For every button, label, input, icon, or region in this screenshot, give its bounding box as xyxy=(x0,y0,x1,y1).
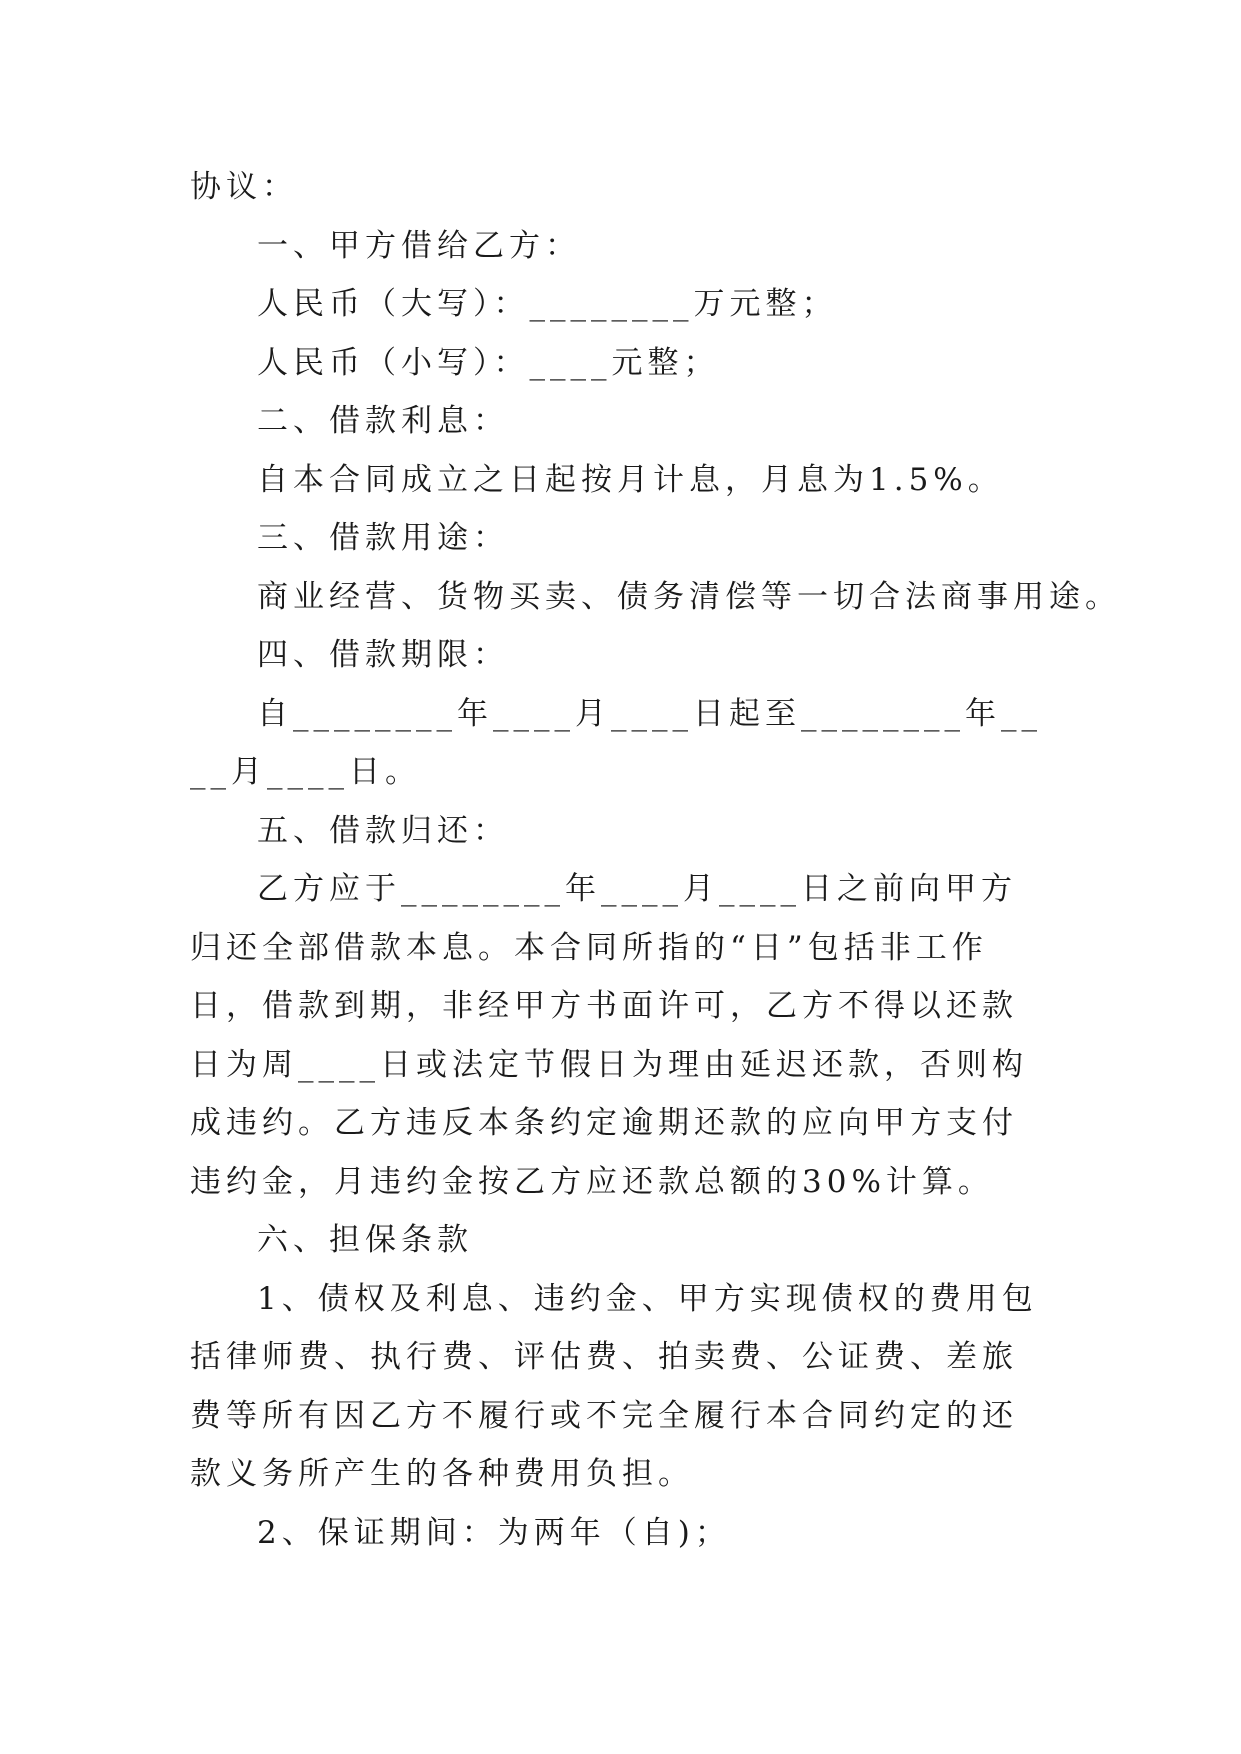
section-1-heading: 一、甲方借给乙方： xyxy=(257,227,581,264)
term-text: 自________年____月____日起至________年____月____日。 xyxy=(190,695,1042,790)
document-body xyxy=(190,158,1121,1562)
intro-line: 协议： xyxy=(190,169,298,205)
section-4-heading: 四、借款期限： xyxy=(257,637,509,673)
amount-upper-line: 人民币（大写）：________万元整； xyxy=(257,286,838,322)
guarantee-item-1: 1、债权及利息、违约金、甲方实现债权的费用包括律师费、执行费、评估费、拍卖费、公证费、差旅费等所有因乙方不履行或不完全履行本合同约定的还款义务所产生的各种费用负担。 xyxy=(190,1280,1038,1492)
interest-text: 自本合同成立之日起按月计息，月息为1.5%。 xyxy=(257,461,1004,498)
section-2-heading: 二、借款利息： xyxy=(257,403,509,439)
purpose-text: 商业经营、货物买卖、债务清偿等一切合法商事用途。 xyxy=(257,578,1121,615)
guarantee-item-2: 2、保证期间：为两年（自)； xyxy=(257,1514,731,1551)
repayment-text: 乙方应于________年____月____日之前向甲方归还全部借款本息。本合同所指的“日”包括非工作日，借款到期，非经甲方书面许可，乙方不得以还款日为周____日或法定节假日为理由延迟还款，否则构成违约。乙方违反本条约定逾期还款的应向甲方支付违约金，月违约金按乙方应还款总额的30%计算。 xyxy=(190,871,1028,1200)
section-5-heading: 五、借款归还： xyxy=(257,812,509,849)
section-6-heading: 六、担保条款 xyxy=(257,1222,473,1258)
section-3-heading: 三、借款用途： xyxy=(257,520,509,556)
amount-lower-line: 人民币（小写）：____元整； xyxy=(257,344,720,381)
